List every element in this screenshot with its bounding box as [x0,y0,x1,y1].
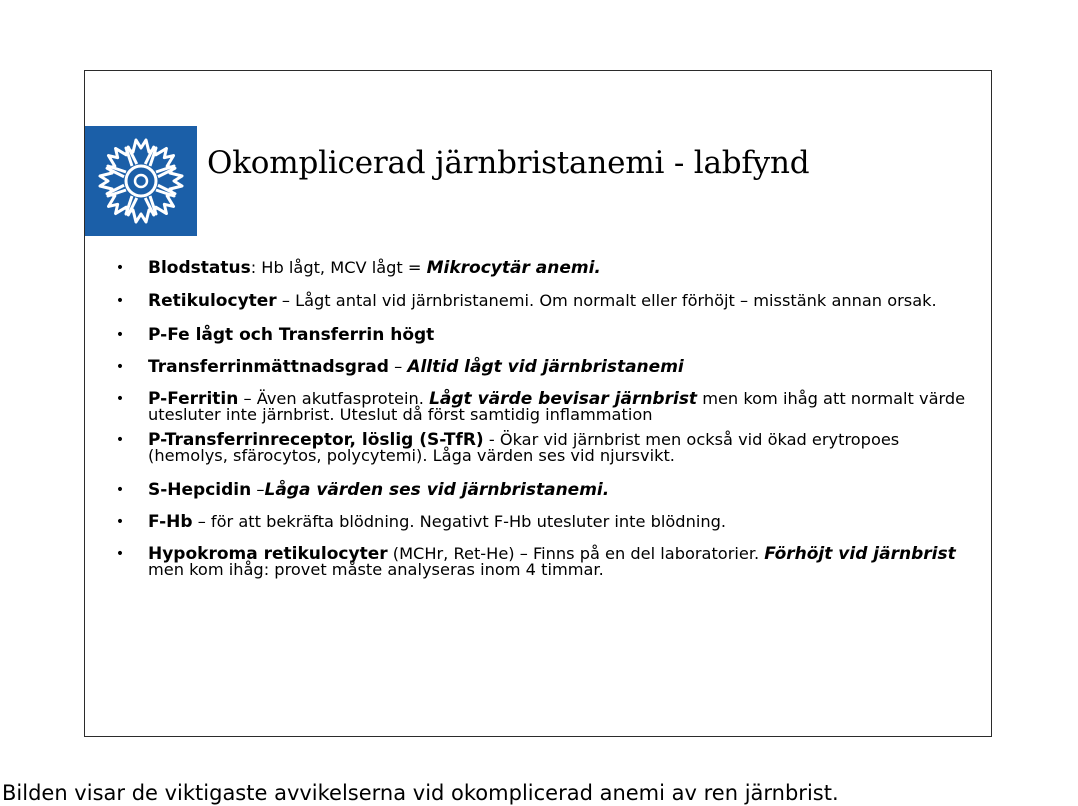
bullet-text: – Lågt antal vid järnbristanemi. Om normalt eller förhöjt – misstänk annan orsak. [276,291,937,310]
bullet-hypokroma-retikulocyter [115,546,977,578]
bullet-f-hb [115,514,977,530]
bullet-p-ferritin [115,391,977,423]
bullet-text: : Hb lågt, MCV lågt = [250,258,427,277]
bullet-emphasis: Låga värden ses vid järnbristanemi. [264,480,610,500]
slide-caption: Bilden visar de viktigaste avvikelserna vid okomplicerad anemi av ren järnbrist. [2,781,839,805]
bullet-p-fe [115,327,977,343]
bullet-term: P-Ferritin [148,389,239,409]
bullet-term: F-Hb [148,512,193,532]
bullet-text-continued: men kom ihåg att normalt värde utesluter inte järnbrist. Uteslut då först samtidig inflammation [148,389,966,424]
bullet-term: P-Fe lågt och Transferrin högt [148,325,435,345]
bullet-text-continued: men kom ihåg: provet måste analyseras inom 4 timmar. [148,560,604,579]
bullet-marker: • [115,260,125,276]
bullet-emphasis: Förhöjt vid järnbrist [764,544,956,564]
bullet-marker: • [115,359,125,375]
slide-title: Okomplicerad järnbristanemi - labfynd [207,145,810,181]
cornflower-icon [85,126,197,236]
bullet-term: P-Transferrinreceptor, löslig (S-TfR) [148,430,484,450]
bullet-marker: • [115,391,125,407]
bullet-text: (MCHr, Ret-He) – Finns på en del laboratorier. [387,544,765,563]
bullet-s-hepcidin [115,482,977,498]
bullet-list [115,260,977,595]
bullet-marker: • [115,482,125,498]
bullet-text: – [251,480,265,499]
bullet-text: – för att bekräfta blödning. Negativt F-Hb utesluter inte blödning. [192,512,727,531]
bullet-text: – Även akutfasprotein. [238,389,430,408]
bullet-marker: • [115,546,125,562]
bullet-emphasis: Alltid lågt vid järnbristanemi [407,357,684,377]
bullet-marker: • [115,432,125,448]
bullet-blodstatus [115,260,977,276]
bullet-marker: • [115,327,125,343]
bullet-marker: • [115,514,125,530]
slide [84,70,992,737]
bullet-term: Transferrinmättnadsgrad [148,357,389,377]
bullet-term: S-Hepcidin [148,480,252,500]
bullet-term: Hypokroma retikulocyter [148,544,388,564]
bullet-text: - Ökar vid järnbrist men också vid ökad erytropoes (hemolys, sfärocytos, polycytemi). Låga värden ses vid njursvikt. [148,430,900,465]
bullet-retikulocyter [115,293,977,309]
bullet-term: Retikulocyter [148,291,277,311]
bullet-text: – [388,357,408,376]
bullet-transferrinmattnadsgrad [115,359,977,375]
bullet-p-transferrinreceptor [115,432,977,464]
bullet-emphasis: Mikrocytär anemi. [426,258,601,278]
bullet-marker: • [115,293,125,309]
bullet-term: Blodstatus [148,258,251,278]
bullet-emphasis: Lågt värde bevisar järnbrist [429,389,698,409]
